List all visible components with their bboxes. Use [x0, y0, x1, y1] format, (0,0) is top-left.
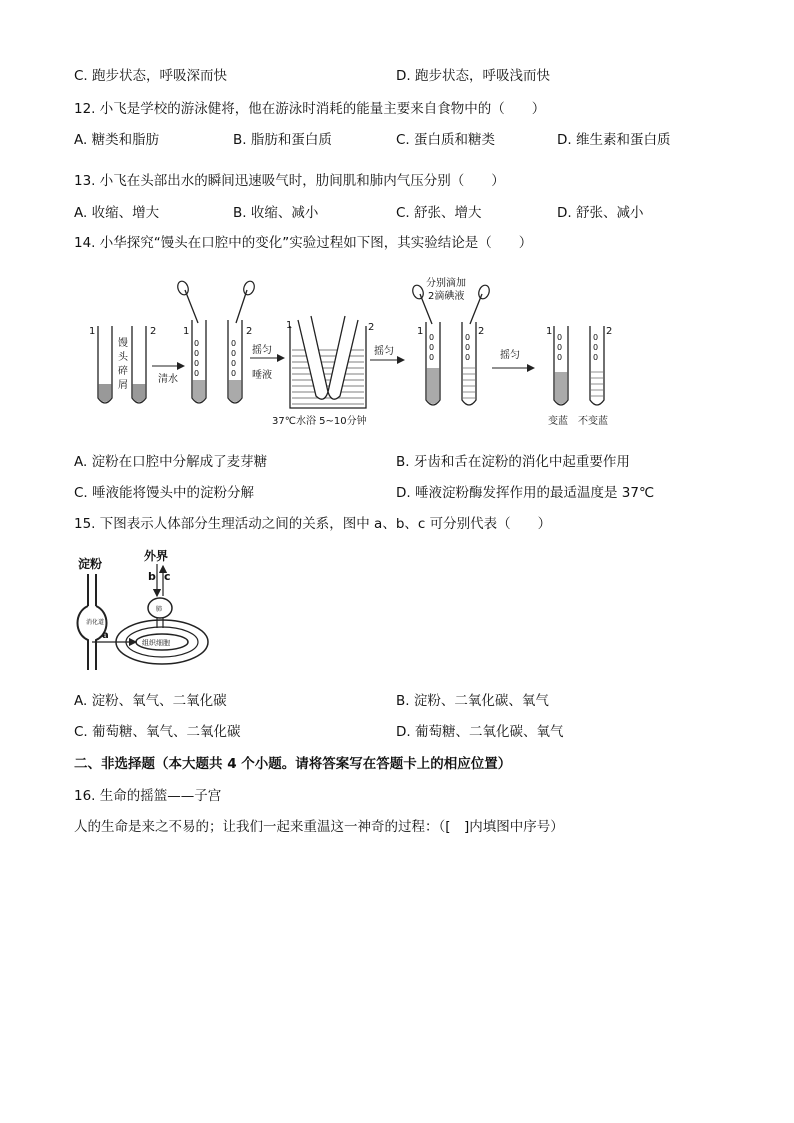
q14-option-c: C. 唾液能将馒头中的淀粉分解 [74, 485, 255, 501]
q15-physiology-figure [74, 546, 254, 678]
q14-tube1-label-b: 1 [183, 326, 190, 337]
q13-option-d: D. 舒张、减小 [557, 205, 644, 221]
q11-option-d: D. 跑步状态，呼吸浅而快 [396, 68, 550, 84]
q14-experiment-figure [80, 268, 640, 438]
svg-text:0: 0 [429, 343, 435, 352]
q15-tissue-label: 组织细胞 [142, 639, 170, 647]
q14-bath-label: 37℃水浴 5~10分钟 [272, 416, 367, 427]
q12-option-d: D. 维生素和蛋白质 [557, 132, 671, 148]
q11-option-c: C. 跑步状态，呼吸深而快 [74, 68, 228, 84]
section2-heading: 二、非选择题（本大题共 4 个小题。请将答案写在答题卡上的相应位置） [74, 756, 512, 772]
q15-b-label: b [148, 570, 156, 583]
q14-tube1-label-e: 1 [546, 326, 553, 337]
q15-starch-label: 淀粉 [78, 557, 103, 571]
svg-text:0: 0 [429, 333, 435, 342]
q14-tube1-label-a: 1 [89, 326, 96, 337]
q14-mantou-4: 屑 [118, 380, 128, 391]
svg-text:0: 0 [194, 339, 200, 348]
q13-option-a: A. 收缩、增大 [74, 205, 160, 221]
q14-not-blue-label: 不变蓝 [578, 416, 608, 427]
svg-text:0: 0 [593, 353, 599, 362]
q14-tube2-label-b: 2 [246, 326, 253, 337]
q12-option-b: B. 脂肪和蛋白质 [233, 132, 332, 148]
svg-text:0: 0 [465, 333, 471, 342]
q14-shake-label-2: 摇匀 [374, 346, 394, 357]
q12-option-c: C. 蛋白质和糖类 [396, 132, 496, 148]
q15-stem: 15. 下图表示人体部分生理活动之间的关系，图中 a、b、c 可分别代表（ ） [74, 516, 552, 532]
q14-iodine-line2: 2滴碘液 [428, 291, 465, 302]
svg-text:0: 0 [465, 353, 471, 362]
q15-option-a: A. 淀粉、氧气、二氧化碳 [74, 693, 227, 709]
svg-text:0: 0 [231, 359, 237, 368]
q14-option-a: A. 淀粉在口腔中分解成了麦芽糖 [74, 454, 268, 470]
q13-stem: 13. 小飞在头部出水的瞬间迅速吸气时，肋间肌和肺内气压分别（ ） [74, 173, 505, 189]
q15-digest-label: 消化道 [86, 619, 105, 626]
svg-text:0: 0 [557, 343, 563, 352]
q14-tube2-label-c: 2 [368, 322, 375, 333]
q14-saliva-label: 唾液 [252, 370, 272, 381]
svg-text:0: 0 [593, 343, 599, 352]
q14-tube2-label-a: 2 [150, 326, 157, 337]
q14-mantou-1: 馒 [118, 338, 128, 349]
q14-blue-label: 变蓝 [548, 416, 568, 427]
q12-option-a: A. 糖类和脂肪 [74, 132, 160, 148]
q16-intro: 人的生命是来之不易的；让我们一起来重温这一神奇的过程：（[ ]内填图中序号） [74, 819, 564, 835]
svg-text:0: 0 [231, 369, 237, 378]
svg-text:0: 0 [231, 349, 237, 358]
q15-option-c: C. 葡萄糖、氧气、二氧化碳 [74, 724, 241, 740]
svg-text:0: 0 [429, 353, 435, 362]
q14-iodine-line1: 分别滴加 [426, 278, 466, 289]
q14-option-d: D. 唾液淀粉酶发挥作用的最适温度是 37℃ [396, 485, 655, 501]
q13-option-b: B. 收缩、减小 [233, 205, 319, 221]
q15-a-label: a [102, 630, 109, 641]
q14-tube2-label-d: 2 [478, 326, 485, 337]
q15-c-label: c [164, 570, 171, 583]
svg-text:0: 0 [557, 353, 563, 362]
q14-stem: 14. 小华探究“馒头在口腔中的变化”实验过程如下图，其实验结论是（ ） [74, 235, 533, 251]
svg-text:0: 0 [194, 369, 200, 378]
q14-tube1-label-d: 1 [417, 326, 424, 337]
svg-text:0: 0 [593, 333, 599, 342]
svg-text:0: 0 [465, 343, 471, 352]
q15-option-d: D. 葡萄糖、二氧化碳、氧气 [396, 724, 564, 740]
q12-stem: 12. 小飞是学校的游泳健将，他在游泳时消耗的能量主要来自食物中的（ ） [74, 101, 546, 117]
q16-stem: 16. 生命的摇篮——子宫 [74, 788, 222, 804]
q13-option-c: C. 舒张、增大 [396, 205, 482, 221]
q14-mantou-3: 碎 [118, 366, 128, 377]
svg-text:0: 0 [557, 333, 563, 342]
q15-lung-label: 肺 [156, 606, 163, 613]
q14-mantou-2: 头 [118, 352, 128, 363]
q15-option-b: B. 淀粉、二氧化碳、氧气 [396, 693, 549, 709]
svg-text:0: 0 [194, 359, 200, 368]
q14-shake-label-3: 摇匀 [500, 350, 520, 361]
q14-option-b: B. 牙齿和舌在淀粉的消化中起重要作用 [396, 454, 630, 470]
svg-text:0: 0 [194, 349, 200, 358]
q14-tube1-label-c: 1 [286, 320, 293, 331]
q15-outside-label: 外界 [144, 549, 169, 563]
q14-water-label: 清水 [158, 374, 178, 385]
q14-tube2-label-e: 2 [606, 326, 613, 337]
svg-text:0: 0 [231, 339, 237, 348]
q14-shake-label-1: 摇匀 [252, 345, 272, 356]
